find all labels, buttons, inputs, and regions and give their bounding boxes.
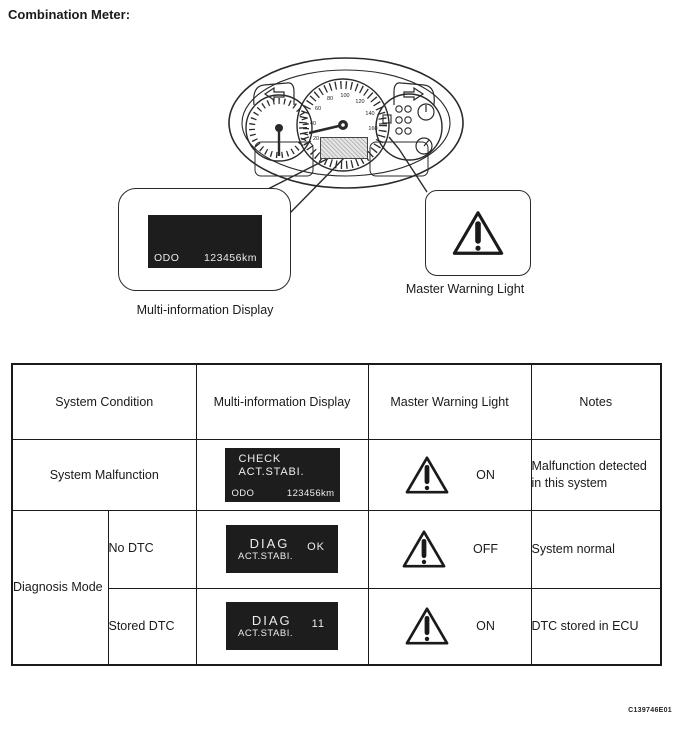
condition-system-malfunction: System Malfunction [12,439,196,510]
odo-value: 123456km [203,252,257,264]
multi-info-leader-line [268,157,331,189]
table-header-row [12,364,661,439]
table-row [12,510,661,588]
cluster-display-area [320,137,368,159]
condition-stored-dtc: Stored DTC [108,588,196,665]
svg-text:120: 120 [355,99,365,105]
warning-triangle-icon [404,605,450,647]
odo-value: 123456km [286,487,335,499]
fuel-gauge [418,104,434,120]
multi-info-display [148,215,262,268]
svg-text:60: 60 [314,106,322,112]
notes-cell: System normal [531,510,661,588]
warning-state: ON [476,619,495,634]
left-turn-signal-icon [265,88,284,100]
svg-text:20: 20 [312,136,320,142]
indicator-square-icon [383,115,391,123]
svg-text:160: 160 [368,126,378,132]
warning-state: ON [476,467,495,482]
table-row [12,439,661,510]
svg-text:100: 100 [340,93,350,99]
indicator-lamps [396,106,411,134]
display-check-act-stabi: CHECK ACT.STABI. ODO 123456km [225,448,340,502]
odo-label: ODO [231,487,255,499]
condition-diagnosis-mode: Diagnosis Mode [12,510,108,665]
master-warning-leader-line [389,137,427,192]
header-system-condition: System Condition [12,364,196,439]
warning-triangle-icon [404,454,450,496]
odo-label: ODO [154,252,180,264]
header-multi-info-display: Multi-information Display [196,364,368,439]
display-status: 11 [311,618,325,631]
figure-code: C139746E01 [628,707,672,714]
master-warning-light-label: Master Warning Light [405,282,525,296]
system-condition-table [11,363,662,666]
indicator-gauge-pod [376,94,442,160]
master-warning-callout [425,190,531,276]
svg-text:80: 80 [326,96,334,102]
header-notes: Notes [531,364,661,439]
warning-triangle-icon [451,208,505,258]
svg-text:40: 40 [309,121,317,127]
warning-state: OFF [473,542,498,556]
table-row [12,588,661,665]
notes-cell: DTC stored in ECU [531,588,661,665]
display-diag-ok: DIAG ACT.STABI. OK [226,525,338,573]
svg-text:140: 140 [365,111,375,117]
temp-gauge [416,138,432,154]
combination-meter-illustration [0,0,679,340]
display-status: OK [307,541,325,553]
notes-cell: Malfunction detected in this system [531,439,661,510]
warning-triangle-icon [401,528,447,570]
display-diag-11: DIAG ACT.STABI. 11 [226,602,338,650]
multi-info-display-label: Multi-information Display [136,303,274,317]
condition-no-dtc: No DTC [108,510,196,588]
speedometer-scale [310,93,378,142]
header-master-warning-light: Master Warning Light [368,364,531,439]
multi-info-leader-line [290,157,345,213]
page-title: Combination Meter: [8,7,131,22]
